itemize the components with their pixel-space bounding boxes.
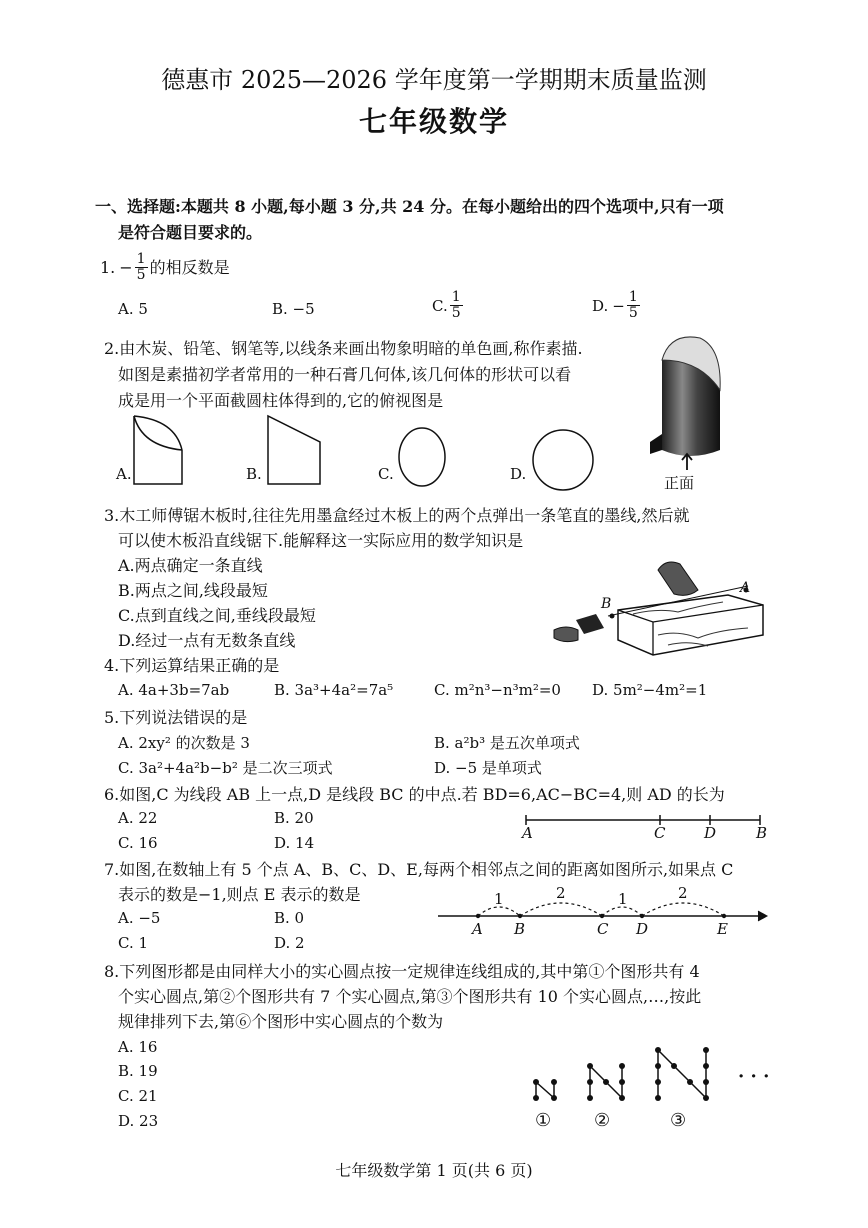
q6-option-b[interactable]: B. 20 [274,809,314,827]
q2-option-b-label[interactable]: B. [246,465,262,483]
q6-point-b: B [756,824,768,842]
q7-point-c: C [597,920,609,938]
q1-c-num: 1 [451,289,461,305]
q1-fraction [135,252,148,283]
q2-line1: 2.由木炭、铅笔、钢笔等,以线条来画出物象明暗的单色画,称作素描. [104,339,583,358]
q2-option-b-figure[interactable] [264,412,324,488]
q1-suffix: 的相反数是 [149,257,230,277]
plaster-cylinder-illustration [650,330,730,470]
q4-option-a[interactable]: A. 4a+3b=7ab [118,681,230,699]
q1-stem [100,252,230,283]
q1-d-num: 1 [628,289,638,305]
q1-c-fraction [450,290,463,321]
q7-line1: 7.如图,在数轴上有 5 个点 A、B、C、D、E,每两个相邻点之间的距离如图所示,如果点 C [104,860,734,879]
q1-option-c[interactable] [432,290,465,321]
q6-point-a: A [522,824,533,842]
arrow-up-icon [680,452,694,472]
q3-option-c[interactable]: C.点到直线之间,垂线段最短 [118,606,316,625]
q8-figure-1-label: ① [535,1110,552,1131]
q3-option-d[interactable]: D.经过一点有无数条直线 [118,631,296,650]
q8-figure-2 [586,1062,626,1102]
q6-point-d: D [704,824,717,842]
q6-stem: 6.如图,C 为线段 AB 上一点,D 是线段 BC 的中点.若 BD=6,AC−BC=4,则 AD 的长为 [104,785,725,804]
woodworking-illustration [548,550,768,662]
q7-dist-bc: 2 [556,884,566,902]
q7-point-d: D [636,920,649,938]
q4-option-c[interactable]: C. m²n³−n³m²=0 [434,681,561,699]
q7-point-a: A [472,920,483,938]
q1-d-label: D. [592,296,609,315]
q3-option-b[interactable]: B.两点之间,线段最短 [118,581,268,600]
q2-option-c-label[interactable]: C. [378,465,394,483]
q3-line2: 可以使木板沿直线锯下.能解释这一实际应用的数学知识是 [118,531,524,550]
q6-segment-figure [520,812,770,826]
q4-option-d[interactable]: D. 5m²−4m²=1 [592,681,708,699]
section1-line2: 是符合题目要求的。 [118,223,263,242]
q2-option-d-figure[interactable] [530,428,596,492]
q7-point-b: B [514,920,526,938]
q1-d-fraction [627,290,640,321]
q8-option-a[interactable]: A. 16 [118,1038,158,1056]
exam-title: 德惠市 2025—2026 学年度第一学期期末质量监测 [161,66,707,94]
q4-option-b[interactable]: B. 3a³+4a²=7a⁵ [274,681,394,699]
q7-dist-cd: 1 [618,890,628,908]
q8-figure-2-label: ② [594,1110,611,1131]
q8-option-d[interactable]: D. 23 [118,1112,159,1130]
q7-dist-de: 2 [678,884,688,902]
q1-d-neg: − [612,296,625,315]
q2-option-c-figure[interactable] [396,426,448,488]
q7-line2: 表示的数是−1,则点 E 表示的数是 [118,885,361,904]
q3-line1: 3.木工师傅锯木板时,往往先用墨盒经过木板上的两个点弹出一条笔直的墨线,然后就 [104,506,690,525]
exam-subject: 七年级数学 [358,105,509,138]
q7-option-b[interactable]: B. 0 [274,909,305,927]
page-footer: 七年级数学第 1 页(共 6 页) [335,1161,533,1180]
q2-line2: 如图是素描初学者常用的一种石膏几何体,该几何体的形状可以看 [118,365,572,384]
q7-dist-ab: 1 [494,890,504,908]
q3-point-b-label: B [601,596,612,612]
q2-option-a-figure[interactable] [130,412,186,488]
q7-option-c[interactable]: C. 1 [118,934,149,952]
q5-option-b[interactable]: B. a²b³ 是五次单项式 [434,734,580,752]
section1-line1: 一、选择题:本题共 8 小题,每小题 3 分,共 24 分。在每小题给出的四个选项中,只有一项 [95,197,724,216]
q1-c-label: C. [432,296,448,315]
q8-option-c[interactable]: C. 21 [118,1087,158,1105]
q8-line1: 8.下列图形都是由同样大小的实心圆点按一定规律连线组成的,其中第①个图形共有 4 [104,962,700,981]
q7-option-a[interactable]: A. −5 [118,909,161,927]
q6-point-c: C [654,824,666,842]
q5-option-c[interactable]: C. 3a²+4a²b−b² 是二次三项式 [118,759,333,777]
q2-line3: 成是用一个平面截圆柱体得到的,它的俯视图是 [118,391,444,410]
q1-den: 5 [136,267,146,283]
q7-point-e: E [717,920,728,938]
q4-stem: 4.下列运算结果正确的是 [104,656,280,675]
q6-option-a[interactable]: A. 22 [118,809,158,827]
q8-figure-3 [654,1046,710,1102]
q3-point-a-label: A [740,580,751,596]
q1-option-d[interactable] [592,290,642,321]
q1-option-a[interactable]: A. 5 [118,300,148,318]
q8-line3: 规律排列下去,第⑥个图形中实心圆点的个数为 [118,1012,444,1031]
q1-neg: − [119,257,133,277]
q6-option-d[interactable]: D. 14 [274,834,315,852]
q8-line2: 个实心圆点,第②个图形共有 7 个实心圆点,第③个图形共有 10 个实心圆点,…,按此 [118,987,702,1006]
q1-d-den: 5 [628,305,638,321]
q8-figure-1 [532,1078,558,1102]
q1-num: 1 [136,251,146,267]
q8-option-b[interactable]: B. 19 [118,1062,158,1080]
q5-stem: 5.下列说法错误的是 [104,708,248,727]
q2-option-a-label[interactable]: A. [116,465,132,483]
q8-figure-3-label: ③ [670,1110,687,1131]
q5-option-a[interactable]: A. 2xy² 的次数是 3 [118,734,250,752]
q1-option-b[interactable]: B. −5 [272,300,315,318]
q1-prefix: 1. [100,257,116,277]
q7-option-d[interactable]: D. 2 [274,934,305,952]
q5-option-d[interactable]: D. −5 是单项式 [434,759,542,777]
front-view-label: 正面 [664,474,695,492]
q3-option-a[interactable]: A.两点确定一条直线 [118,556,263,575]
q2-option-d-label[interactable]: D. [510,465,527,483]
q8-ellipsis: · · · [738,1066,770,1087]
q1-c-den: 5 [451,305,461,321]
q6-option-c[interactable]: C. 16 [118,834,158,852]
